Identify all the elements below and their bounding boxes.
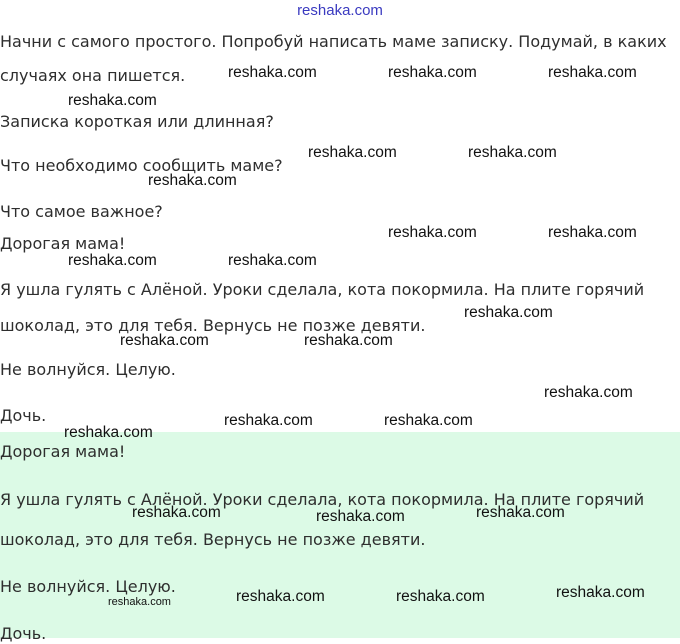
watermark: reshaka.com bbox=[228, 64, 317, 81]
task-line-1: Начни с самого простого. Попробуй написать маме записку. Подумай, в каких bbox=[0, 32, 667, 51]
watermark: reshaka.com bbox=[388, 224, 477, 241]
answer-greeting: Дорогая мама! bbox=[0, 442, 126, 461]
watermark: reshaka.com bbox=[556, 584, 645, 601]
answer-closing: Не волнуйся. Целую. bbox=[0, 577, 176, 596]
question-2: Что необходимо сообщить маме? bbox=[0, 156, 283, 175]
watermark: reshaka.com bbox=[68, 252, 157, 269]
example-body-line-2: шоколад, это для тебя. Вернусь не позже девяти. bbox=[0, 316, 426, 335]
watermark: reshaka.com bbox=[68, 92, 157, 109]
watermark: reshaka.com bbox=[132, 504, 221, 521]
watermark: reshaka.com bbox=[544, 384, 633, 401]
watermark: reshaka.com bbox=[468, 144, 557, 161]
watermark: reshaka.com bbox=[228, 252, 317, 269]
watermark: reshaka.com bbox=[308, 144, 397, 161]
watermark: reshaka.com bbox=[548, 224, 637, 241]
watermark: reshaka.com bbox=[384, 412, 473, 429]
top-watermark: reshaka.com bbox=[297, 2, 383, 19]
watermark: reshaka.com bbox=[148, 172, 237, 189]
watermark: reshaka.com bbox=[120, 332, 209, 349]
watermark: reshaka.com bbox=[464, 304, 553, 321]
watermark: reshaka.com bbox=[236, 588, 325, 605]
example-closing: Не волнуйся. Целую. bbox=[0, 360, 176, 379]
question-1: Записка короткая или длинная? bbox=[0, 112, 274, 131]
watermark: reshaka.com bbox=[108, 596, 171, 608]
question-3: Что самое важное? bbox=[0, 202, 163, 221]
example-signature: Дочь. bbox=[0, 406, 47, 425]
example-body-line-1: Я ушла гулять с Алёной. Уроки сделала, кота покормила. На плите горячий bbox=[0, 280, 645, 299]
watermark: reshaka.com bbox=[64, 424, 153, 441]
watermark: reshaka.com bbox=[548, 64, 637, 81]
watermark: reshaka.com bbox=[388, 64, 477, 81]
watermark: reshaka.com bbox=[476, 504, 565, 521]
example-greeting: Дорогая мама! bbox=[0, 234, 126, 253]
answer-body-line-2: шоколад, это для тебя. Вернусь не позже девяти. bbox=[0, 530, 426, 549]
watermark: reshaka.com bbox=[304, 332, 393, 349]
answer-signature: Дочь. bbox=[0, 624, 47, 643]
task-line-2: случаях она пишется. bbox=[0, 66, 186, 85]
answer-body-line-1: Я ушла гулять с Алёной. Уроки сделала, кота покормила. На плите горячий bbox=[0, 490, 645, 509]
watermark: reshaka.com bbox=[396, 588, 485, 605]
watermark: reshaka.com bbox=[316, 508, 405, 525]
watermark: reshaka.com bbox=[224, 412, 313, 429]
